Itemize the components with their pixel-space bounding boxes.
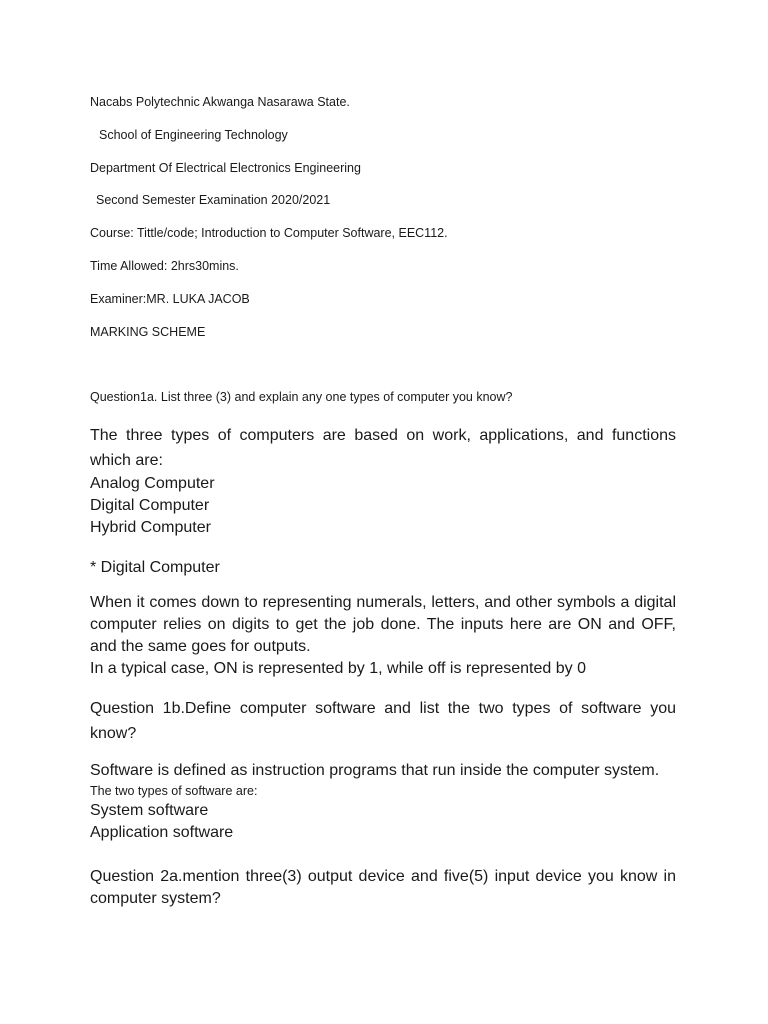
school-name: School of Engineering Technology bbox=[99, 128, 288, 142]
exam-title: Second Semester Examination 2020/2021 bbox=[96, 193, 331, 207]
question-1b: Question 1b.Define computer software and list the two types of software you know? bbox=[90, 700, 676, 742]
course-title: Course: Tittle/code; Introduction to Computer Software, EEC112. bbox=[90, 226, 448, 240]
examiner: Examiner:MR. LUKA JACOB bbox=[90, 292, 250, 306]
q1a-explanation: When it comes down to representing numerals, letters, and other symbols a digital computer relies on digits to get the job done. The inputs here are ON and OFF, and the same goes for outputs. bbox=[90, 594, 676, 655]
q1a-list-item: Analog Computer bbox=[90, 475, 215, 492]
institution-name: Nacabs Polytechnic Akwanga Nasarawa State. bbox=[90, 95, 350, 109]
q1a-example: In a typical case, ON is represented by 1, while off is represented by 0 bbox=[90, 660, 586, 677]
q1a-list-item: Hybrid Computer bbox=[90, 519, 211, 536]
question-1a: Question1a. List three (3) and explain any one types of computer you know? bbox=[90, 390, 513, 404]
q1a-intro: The three types of computers are based on work, applications, and functions which are: bbox=[90, 427, 676, 469]
department-name: Department Of Electrical Electronics Engineering bbox=[90, 161, 361, 175]
q1a-list-item: Digital Computer bbox=[90, 497, 210, 514]
q1b-definition: Software is defined as instruction programs that run inside the computer system. bbox=[90, 762, 660, 779]
q1b-list-item: System software bbox=[90, 802, 209, 819]
question-2a: Question 2a.mention three(3) output device and five(5) input device you know in computer system? bbox=[90, 868, 676, 907]
time-allowed: Time Allowed: 2hrs30mins. bbox=[90, 259, 239, 273]
q1b-types-intro: The two types of software are: bbox=[90, 784, 258, 798]
q1a-selected-type: * Digital Computer bbox=[90, 559, 220, 576]
q1b-list-item: Application software bbox=[90, 824, 234, 841]
marking-scheme-label: MARKING SCHEME bbox=[90, 325, 206, 339]
